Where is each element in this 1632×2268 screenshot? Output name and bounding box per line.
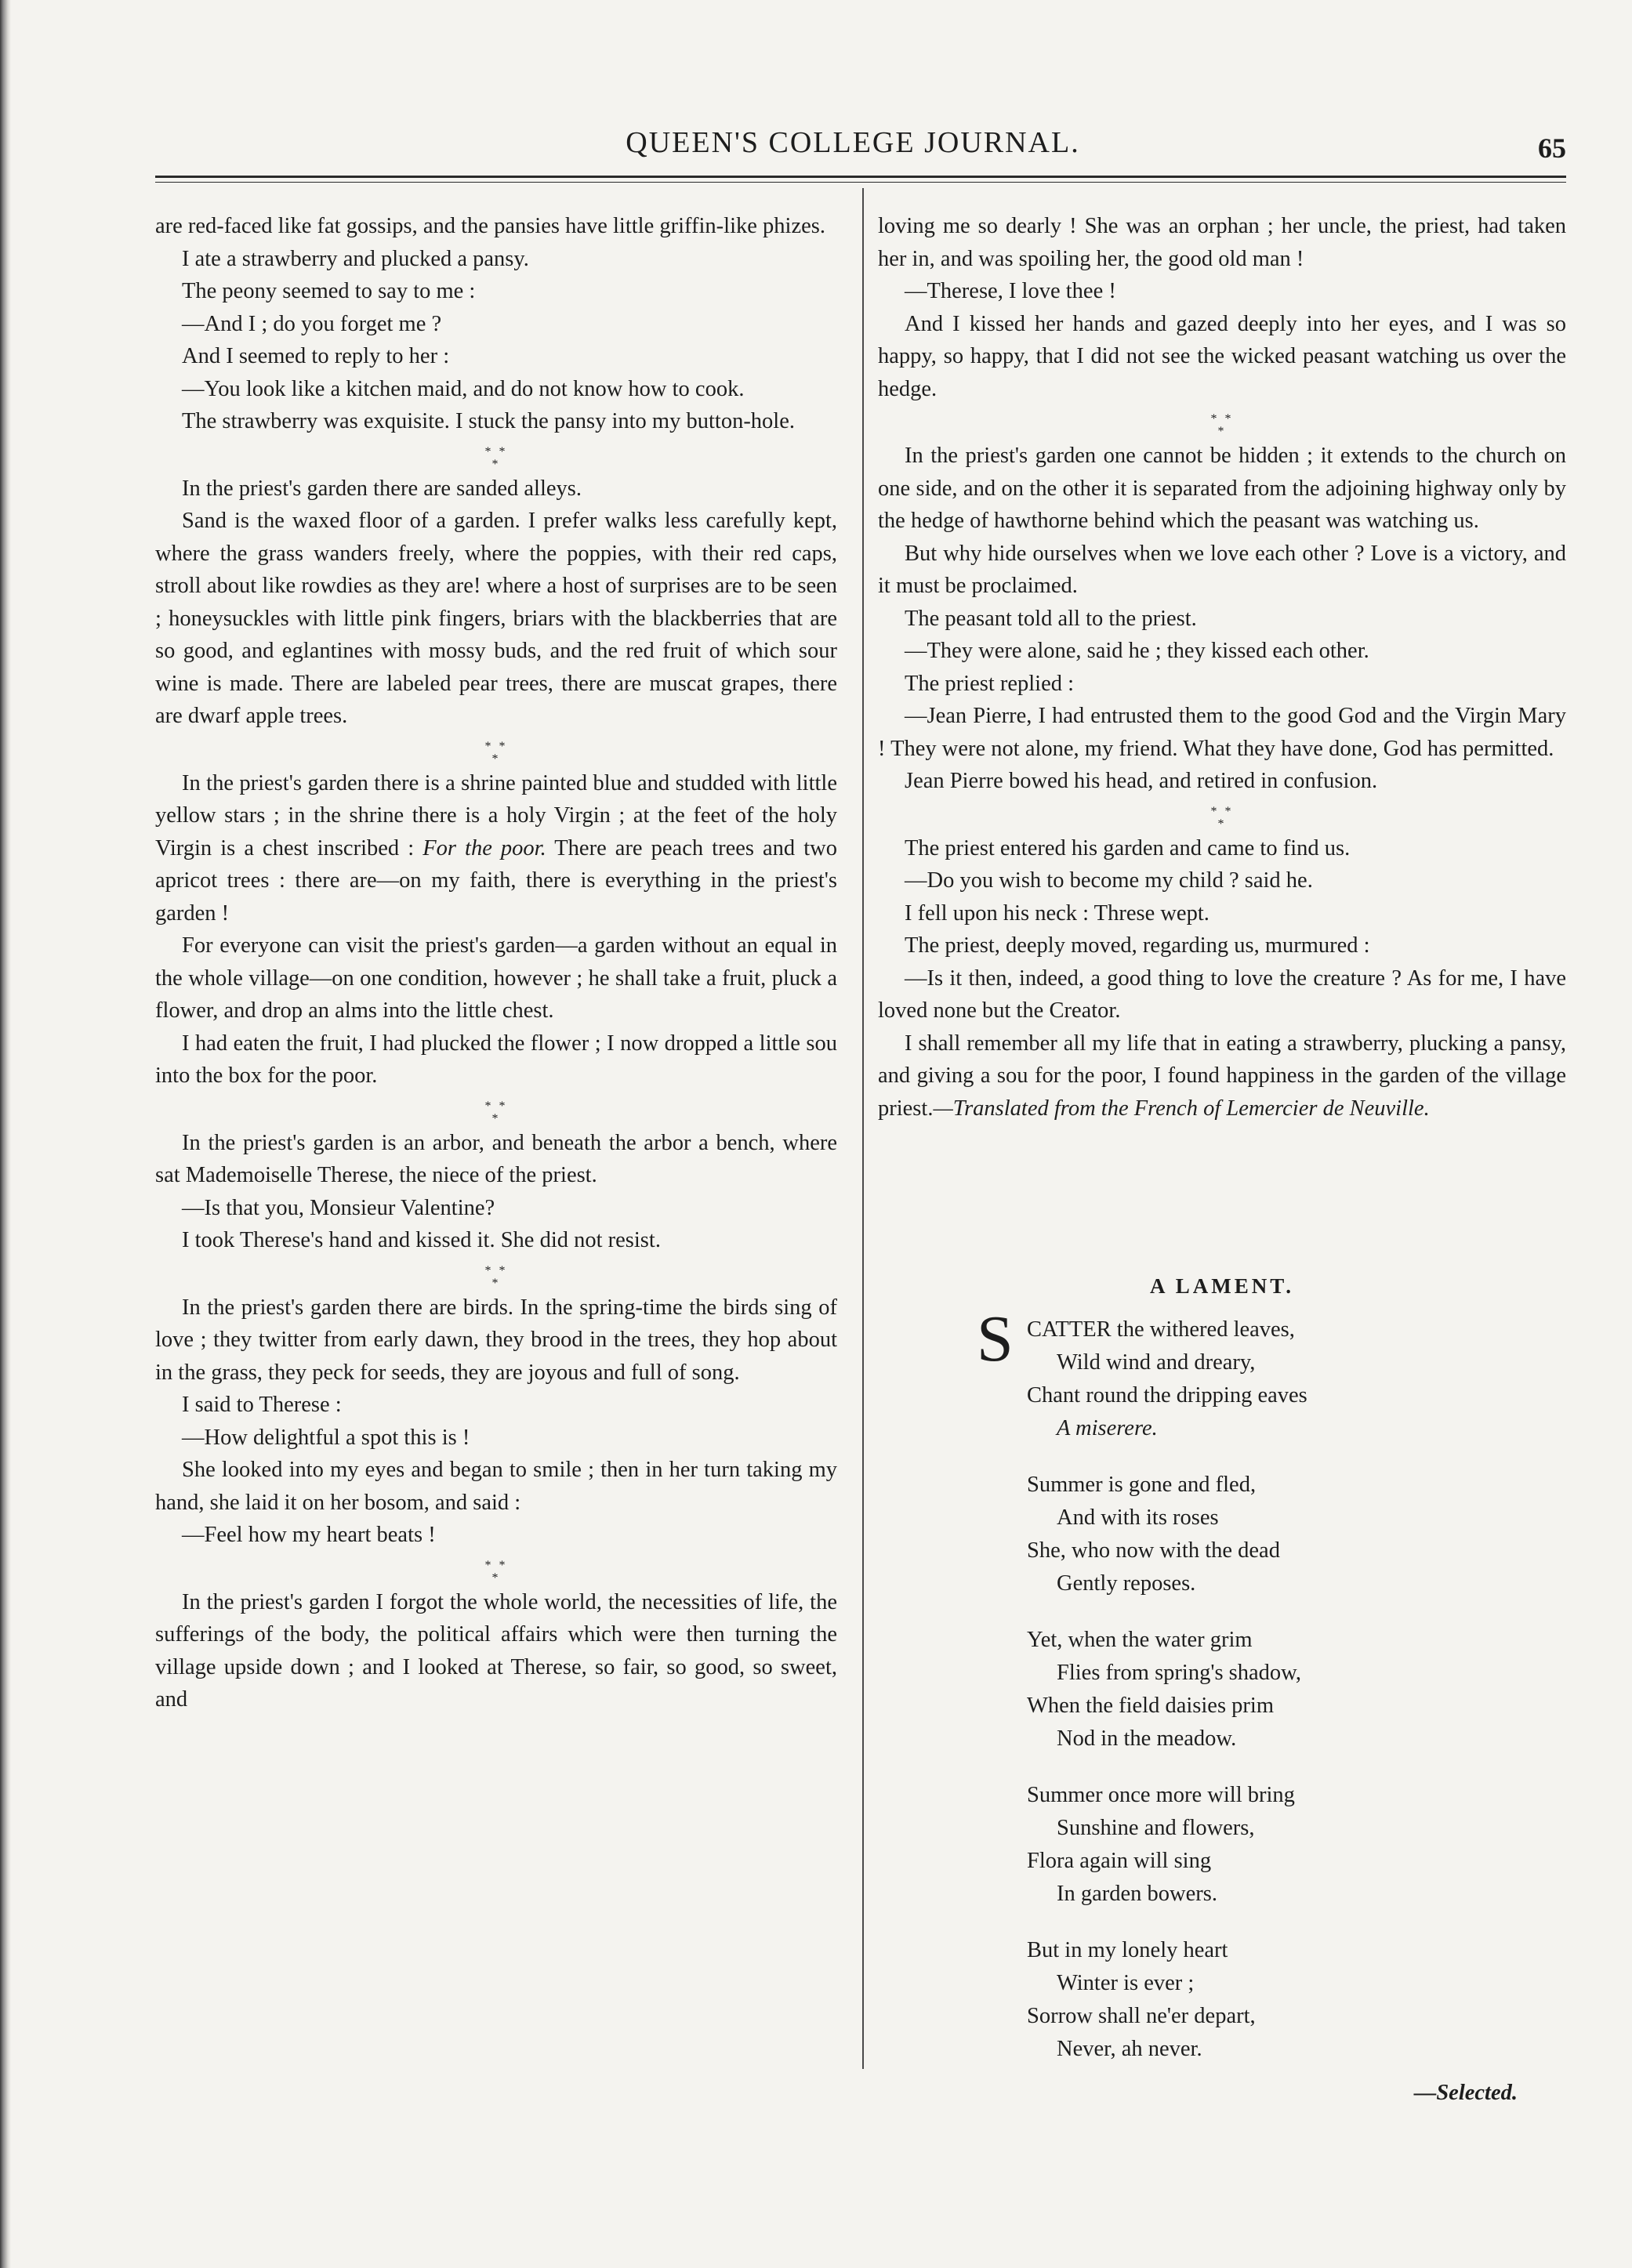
italic-inscription: For the poor. [423, 835, 546, 860]
poem-line: When the field daisies prim [1027, 1694, 1274, 1718]
poem-line: Winter is ever ; [1057, 1971, 1195, 1995]
paragraph: —You look like a kitchen maid, and do not know how to cook. [182, 376, 745, 401]
paragraph: I said to Therese : [182, 1393, 342, 1417]
drop-cap: S [977, 1302, 1014, 1375]
poem-line: Nod in the meadow. [1057, 1726, 1237, 1751]
poem-line: In garden bowers. [1057, 1882, 1217, 1906]
paragraph: are red-faced like fat gossips, and the pansies have little griffin-like phizes. [155, 214, 825, 238]
paragraph: —They were alone, said he ; they kissed each other. [905, 639, 1369, 663]
poem-attribution: —Selected. [1413, 2081, 1518, 2105]
poem-line: Sunshine and flowers, [1057, 1816, 1255, 1840]
paragraph: The strawberry was exquisite. I stuck the pansy into my button-hole. [182, 409, 795, 433]
column-divider [862, 188, 864, 2069]
poem-line: Sorrow shall ne'er depart, [1027, 2004, 1256, 2028]
poem-line: Chant round the dripping eaves [1027, 1383, 1307, 1408]
poem-line: Wild wind and dreary, [1057, 1350, 1256, 1375]
section-break: * * * [484, 1263, 508, 1290]
paragraph: The peasant told all to the priest. [905, 606, 1197, 631]
scan-edge [0, 0, 11, 2268]
paragraph: In the priest's garden I forgot the whole world, the necessities of life, the sufferings of the body, the political affairs which were then turning the village upside down ; and I looked at Therese, so fair, so good, so sweet, and [155, 1589, 837, 1712]
section-break: * * * [484, 444, 508, 471]
paragraph: I shall remember all my life that in eating a strawberry, plucking a pansy, and giving a sou for the poor, I found happiness in the garden of the village priest.—Translated from the French of Lemercier de Neuville. [878, 1031, 1566, 1121]
paragraph: She looked into my eyes and began to smile ; then in her turn taking my hand, she laid it on her bosom, and said : [155, 1458, 837, 1515]
paragraph: The priest replied : [905, 671, 1075, 696]
poem-line: And with its roses [1057, 1505, 1219, 1530]
paragraph: And I kissed her hands and gazed deeply into her eyes, and I was so happy, so happy, that I did not see the wicked peasant watching us over the hedge. [878, 311, 1566, 401]
poem-line: Flies from spring's shadow, [1057, 1661, 1302, 1685]
poem-line: Summer once more will bring [1027, 1783, 1295, 1807]
paragraph: I ate a strawberry and plucked a pansy. [182, 246, 529, 271]
paragraph: I took Therese's hand and kissed it. She did not resist. [182, 1228, 661, 1252]
section-break: * * * [1210, 804, 1234, 831]
paragraph: In the priest's garden there are birds. In the spring-time the birds sing of love ; they twitter from early dawn, they brood in the trees, they hop about in the grass, they peck for seeds, they are joyous and full of song. [155, 1295, 837, 1385]
running-title: QUEEN'S COLLEGE JOURNAL. [626, 126, 1080, 159]
poem-line: Gently reposes. [1057, 1571, 1196, 1596]
section-break: * * * [484, 1099, 508, 1125]
section-break: * * * [1210, 412, 1234, 438]
poem-stanza [1027, 1469, 1566, 1600]
paragraph: I fell upon his neck : Threse wept. [905, 900, 1209, 926]
poem-line: But in my lonely heart [1027, 1938, 1228, 1962]
paragraph: The priest entered his garden and came to find us. [905, 835, 1351, 860]
paragraph: But why hide ourselves when we love each other ? Love is a victory, and it must be proclaimed. [878, 541, 1566, 598]
paragraph: Sand is the waxed floor of a garden. I prefer walks less carefully kept, where the grass wanders freely, where the poppies, with their red caps, stroll about like rowdies as they are! where a host of surprises are to be seen ; honeysuckles with little pink fingers, briars with the blackberries that are so good, and eglantines with mossy buds, and the red fruit of which sour wine is made. There are labeled pear trees, there are muscat grapes, there are dwarf apple trees. [155, 509, 837, 728]
paragraph: Jean Pierre bowed his head, and retired in confusion. [905, 769, 1378, 793]
poem-line: She, who now with the dead [1027, 1538, 1280, 1563]
paragraph: —How delightful a spot this is ! [182, 1425, 470, 1450]
poem-title: A LAMENT. [1149, 1274, 1294, 1298]
paragraph: —Is it then, indeed, a good thing to love the creature ? As for me, I have loved none but the Creator. [878, 966, 1566, 1023]
header-rule-thin [155, 182, 1566, 183]
poem-stanza [977, 1302, 1566, 1445]
poem-stanza [1027, 1934, 1566, 2066]
paragraph: —Therese, I love thee ! [905, 279, 1116, 303]
paragraph: And I seemed to reply to her : [182, 344, 450, 368]
paragraph: loving me so dearly ! She was an orphan ; her uncle, the priest, had taken her in, and was spoiling her, the good old man ! [878, 214, 1566, 271]
poem-line: Flora again will sing [1027, 1849, 1212, 1873]
section-break: * * * [484, 739, 508, 766]
poem-lament [878, 1270, 1566, 2110]
poem-stanza [1027, 1624, 1566, 1755]
poem-line: Yet, when the water grim [1027, 1628, 1253, 1652]
paragraph: —Is that you, Monsieur Valentine? [182, 1195, 495, 1220]
poem-line: A miserere. [1057, 1416, 1158, 1440]
paragraph: In the priest's garden there are sanded alleys. [182, 476, 582, 501]
page-header [155, 125, 1566, 172]
poem-line: Never, ah never. [1057, 2037, 1202, 2061]
paragraph: —Do you wish to become my child ? said he. [905, 868, 1313, 893]
paragraph: I had eaten the fruit, I had plucked the flower ; I now dropped a little sou into the box for the poor. [155, 1031, 837, 1088]
translation-credit: —Translated from the French of Lemercier de Neuville. [933, 1096, 1430, 1121]
poem-line: CATTER the withered leaves, [1027, 1317, 1295, 1342]
left-column [155, 210, 837, 1716]
header-rule [155, 176, 1566, 178]
right-column [878, 210, 1566, 1125]
paragraph: The priest, deeply moved, regarding us, murmured : [905, 933, 1370, 958]
paragraph: —Feel how my heart beats ! [182, 1523, 436, 1547]
poem-line: Summer is gone and fled, [1027, 1473, 1257, 1497]
paragraph: —Jean Pierre, I had entrusted them to the good God and the Virgin Mary ! They were not alone, my friend. What they have done, God has permitted. [878, 704, 1566, 761]
paragraph: In the priest's garden one cannot be hidden ; it extends to the church on one side, and on the other it is separated from the adjoining highway only by the hedge of hawthorne behind which the peasant was watching us. [878, 444, 1566, 533]
paragraph: In the priest's garden there is a shrine painted blue and studded with little yellow stars ; in the shrine there is a holy Virgin ; at the feet of the holy Virgin is a chest inscribed : For the poor. There are peach trees and two apricot trees : there are—on my faith, there is everything in the priest's garden ! [155, 770, 837, 926]
page-number: 65 [1538, 132, 1566, 164]
poem-stanza [1027, 1779, 1566, 1911]
section-break: * * * [484, 1558, 508, 1585]
paragraph: In the priest's garden is an arbor, and beneath the arbor a bench, where sat Mademoiselle Therese, the niece of the priest. [155, 1130, 837, 1187]
paragraph: The peony seemed to say to me : [182, 279, 476, 303]
paragraph: —And I ; do you forget me ? [182, 311, 442, 336]
paragraph: For everyone can visit the priest's garden—a garden without an equal in the whole village—on one condition, however ; he shall take a fruit, pluck a flower, and drop an alms into the little chest. [155, 933, 837, 1023]
